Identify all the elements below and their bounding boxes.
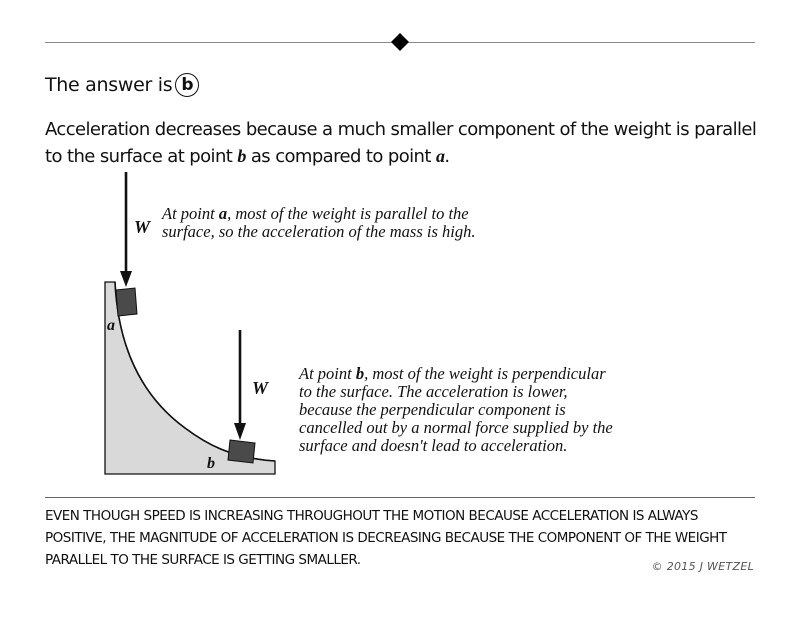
note-text: , most of the weight is perpendicular to the surface. The acceleration is lower, because the perpendicular component is cancelled out by a normal force supplied by the surface and doesn't lead to acceleration. <box>299 364 613 455</box>
arrowhead-down-icon <box>234 423 246 440</box>
point-b-label: b <box>207 455 215 472</box>
answer-choice-badge: b <box>175 73 199 97</box>
point-a-ref: a <box>435 146 445 166</box>
weight-label-b: W <box>252 378 269 398</box>
explanation-text: as compared to point <box>245 146 436 167</box>
summary-text: EVEN THOUGH SPEED IS INCREASING THROUGHOUT THE MOTION BECAUSE ACCELERATION IS ALWAYS POSITIVE, THE MAGNITUDE OF ACCELERATION IS DECREASING BECAUSE THE COMPONENT OF THE WEIGHT PARALLEL TO THE SURFACE IS GETTING SMALLER. <box>45 508 727 568</box>
note-point-ref: b <box>355 364 365 383</box>
point-b-ref: b <box>237 146 246 166</box>
note-text: At point <box>162 204 219 223</box>
note-point-b <box>299 365 619 455</box>
note-point-ref: a <box>218 204 228 223</box>
copyright: © 2015 J WETZEL <box>651 560 754 573</box>
explanation-text: Acceleration decreases because a much smaller component of the weight is parallel to the surface at point <box>45 119 757 167</box>
mass-block-a <box>116 288 137 316</box>
mass-block-b <box>228 440 255 463</box>
note-text: , most of the weight is parallel to the surface, so the acceleration of the mass is high. <box>162 204 476 241</box>
point-a-label: a <box>107 317 115 334</box>
arrowhead-down-icon <box>120 271 132 287</box>
explanation-text: . <box>444 146 450 167</box>
answer-prefix: The answer is <box>45 74 173 96</box>
note-point-a <box>162 205 482 241</box>
weight-label-a: W <box>134 217 151 237</box>
bottom-divider <box>45 497 755 498</box>
note-text: At point <box>299 364 356 383</box>
